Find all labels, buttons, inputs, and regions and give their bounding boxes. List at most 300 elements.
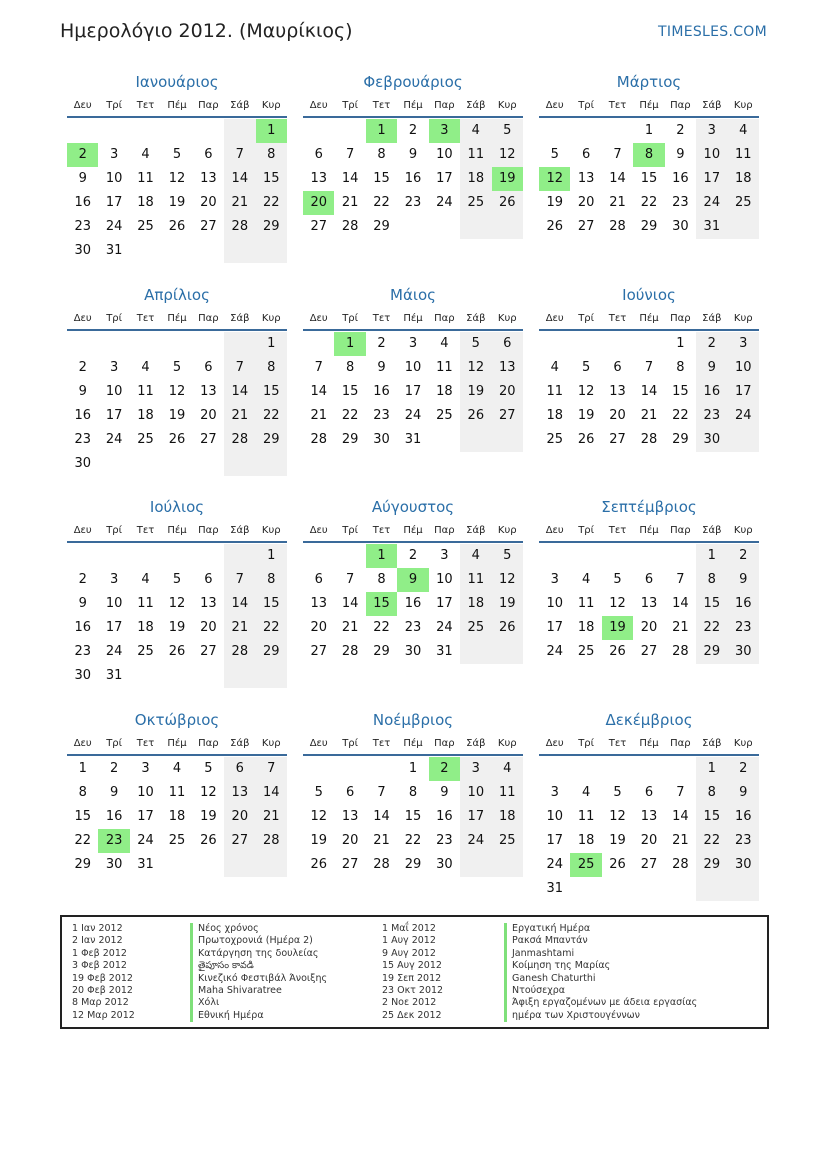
empty-cell bbox=[633, 544, 664, 568]
day-cell: 25 bbox=[460, 616, 491, 640]
day-cell: 27 bbox=[341, 857, 359, 872]
day-cell: 26 bbox=[168, 432, 186, 447]
day-cell: 5 bbox=[172, 360, 182, 375]
weekday-label: Δευ bbox=[309, 99, 328, 111]
day-cell: 9 bbox=[78, 171, 87, 186]
empty-cell bbox=[633, 877, 664, 901]
weekday-label: Δευ bbox=[73, 99, 92, 111]
weekday-label: Παρ bbox=[670, 524, 691, 536]
holiday-date: 20 Φεβ 2012 bbox=[72, 985, 133, 997]
day-cell: 28 bbox=[224, 640, 255, 664]
weekday-label: Σάβ bbox=[466, 737, 486, 749]
day-cell: 31 bbox=[105, 243, 123, 258]
day-cell: 21 bbox=[341, 195, 359, 210]
empty-cell bbox=[460, 428, 491, 452]
day-cell: 19 bbox=[460, 380, 491, 404]
day-grid bbox=[303, 331, 523, 452]
day-grid bbox=[67, 543, 287, 688]
day-cell: 9 bbox=[78, 596, 87, 611]
day-cell: 29 bbox=[672, 432, 689, 447]
day-cell: 12 bbox=[492, 143, 523, 167]
day-cell: 9 bbox=[78, 384, 87, 399]
day-cell: 30 bbox=[105, 857, 123, 872]
day-grid bbox=[303, 118, 523, 239]
day-cell: 1 bbox=[256, 544, 287, 568]
day-grid bbox=[303, 543, 523, 664]
day-cell: 25 bbox=[570, 853, 601, 877]
day-cell: 20 bbox=[640, 833, 658, 848]
month-block bbox=[303, 495, 523, 664]
day-cell: 26 bbox=[492, 616, 523, 640]
day-cell: 7 bbox=[345, 572, 355, 587]
day-cell: 14 bbox=[224, 167, 255, 191]
weekday-label: Σάβ bbox=[702, 737, 722, 749]
weekday-label: Τρί bbox=[578, 312, 595, 324]
empty-cell bbox=[665, 757, 696, 781]
weekday-label: Πέμ bbox=[403, 312, 423, 324]
weekday-header bbox=[67, 519, 287, 543]
day-cell: 24 bbox=[105, 219, 123, 234]
day-cell: 17 bbox=[436, 596, 453, 611]
empty-cell bbox=[193, 332, 224, 356]
empty-cell bbox=[397, 215, 428, 239]
day-cell: 29 bbox=[256, 428, 287, 452]
day-cell: 26 bbox=[546, 219, 563, 234]
weekday-label: Τρί bbox=[342, 99, 359, 111]
day-cell: 11 bbox=[577, 596, 595, 611]
day-cell: 14 bbox=[373, 809, 390, 824]
day-cell: 12 bbox=[460, 356, 491, 380]
day-cell: 24 bbox=[460, 829, 491, 853]
empty-cell bbox=[161, 452, 192, 476]
day-cell: 13 bbox=[310, 596, 327, 611]
day-cell: 18 bbox=[460, 592, 491, 616]
day-cell: 19 bbox=[609, 833, 626, 848]
day-cell: 21 bbox=[224, 616, 255, 640]
day-cell: 13 bbox=[492, 356, 523, 380]
day-cell: 9 bbox=[728, 568, 759, 592]
day-cell: 15 bbox=[373, 171, 390, 186]
day-grid bbox=[67, 331, 287, 476]
day-cell: 14 bbox=[256, 781, 287, 805]
day-cell: 9 bbox=[676, 147, 685, 162]
day-cell: 27 bbox=[640, 644, 658, 659]
day-cell: 5 bbox=[172, 147, 182, 162]
weekday-label: Πέμ bbox=[167, 312, 187, 324]
day-cell: 21 bbox=[256, 805, 287, 829]
weekday-label: Δευ bbox=[545, 99, 564, 111]
weekday-label: Τετ bbox=[608, 737, 627, 749]
day-cell: 9 bbox=[408, 147, 418, 162]
day-cell: 18 bbox=[137, 620, 154, 635]
day-cell: 17 bbox=[105, 195, 123, 210]
empty-cell bbox=[224, 853, 255, 877]
empty-cell bbox=[334, 119, 365, 143]
day-cell: 4 bbox=[172, 761, 182, 776]
month-name: Ιούνιος bbox=[622, 286, 676, 304]
month-block bbox=[303, 708, 523, 877]
empty-cell bbox=[696, 877, 727, 901]
day-grid bbox=[539, 543, 759, 664]
weekday-header bbox=[303, 732, 523, 756]
day-cell: 8 bbox=[696, 781, 727, 805]
weekday-header bbox=[539, 732, 759, 756]
holiday-name: తైపూసం కావడి bbox=[190, 960, 327, 972]
day-cell: 5 bbox=[492, 544, 523, 568]
day-cell: 17 bbox=[105, 408, 123, 423]
holiday-name: Janmashtami bbox=[504, 948, 697, 960]
day-cell: 18 bbox=[546, 408, 563, 423]
empty-cell bbox=[665, 877, 696, 901]
day-cell: 7 bbox=[676, 785, 685, 800]
empty-cell bbox=[303, 119, 334, 143]
day-cell: 3 bbox=[696, 119, 727, 143]
day-cell: 3 bbox=[550, 785, 559, 800]
holiday-name: Άφιξη εργαζομένων με άδεια εργασίας bbox=[504, 997, 697, 1009]
weekday-label: Δευ bbox=[545, 312, 564, 324]
day-cell: 14 bbox=[341, 596, 359, 611]
empty-cell bbox=[570, 757, 601, 781]
month-block bbox=[303, 70, 523, 239]
day-cell: 8 bbox=[78, 785, 87, 800]
day-cell: 17 bbox=[436, 171, 453, 186]
day-cell: 6 bbox=[644, 785, 654, 800]
day-cell: 27 bbox=[224, 829, 255, 853]
empty-cell bbox=[98, 119, 129, 143]
empty-cell bbox=[602, 757, 633, 781]
day-cell: 12 bbox=[609, 596, 626, 611]
day-cell: 6 bbox=[204, 147, 213, 162]
holiday-date: 19 Σεπ 2012 bbox=[382, 972, 442, 984]
empty-cell bbox=[193, 664, 224, 688]
day-cell: 23 bbox=[404, 620, 422, 635]
day-cell: 2 bbox=[728, 757, 759, 781]
day-cell: 18 bbox=[577, 620, 595, 635]
day-cell: 10 bbox=[728, 356, 759, 380]
weekday-label: Παρ bbox=[198, 99, 219, 111]
weekday-label: Κυρ bbox=[261, 524, 281, 536]
holiday-date: 25 Δεκ 2012 bbox=[382, 1009, 442, 1021]
weekday-label: Τετ bbox=[136, 524, 155, 536]
day-cell: 4 bbox=[581, 785, 591, 800]
day-cell: 15 bbox=[696, 592, 727, 616]
day-cell: 31 bbox=[696, 215, 727, 239]
weekday-label: Παρ bbox=[198, 524, 219, 536]
empty-cell bbox=[728, 877, 759, 901]
weekday-label: Δευ bbox=[73, 737, 92, 749]
holiday-name: Maha Shivaratree bbox=[190, 985, 327, 997]
day-cell: 5 bbox=[460, 332, 491, 356]
month-block bbox=[67, 495, 287, 688]
month-name: Οκτώβριος bbox=[134, 711, 220, 729]
day-cell: 8 bbox=[696, 568, 727, 592]
day-cell: 13 bbox=[200, 384, 217, 399]
day-cell: 25 bbox=[168, 833, 186, 848]
day-cell: 25 bbox=[728, 191, 759, 215]
empty-cell bbox=[570, 544, 601, 568]
day-cell: 20 bbox=[200, 620, 217, 635]
day-cell: 18 bbox=[137, 195, 154, 210]
day-cell: 7 bbox=[644, 360, 654, 375]
day-cell: 22 bbox=[256, 404, 287, 428]
empty-cell bbox=[224, 664, 255, 688]
empty-cell bbox=[492, 640, 523, 664]
day-cell: 29 bbox=[696, 640, 727, 664]
empty-cell bbox=[161, 332, 192, 356]
month-block bbox=[67, 283, 287, 476]
empty-cell bbox=[492, 215, 523, 239]
day-cell: 1 bbox=[366, 119, 397, 143]
day-cell: 19 bbox=[200, 809, 217, 824]
day-cell: 4 bbox=[141, 147, 150, 162]
day-cell: 4 bbox=[460, 119, 491, 143]
weekday-label: Δευ bbox=[309, 312, 328, 324]
weekday-header bbox=[303, 94, 523, 118]
weekday-label: Τετ bbox=[372, 99, 391, 111]
day-cell: 19 bbox=[492, 592, 523, 616]
holiday-names-right bbox=[504, 923, 697, 1022]
day-cell: 21 bbox=[672, 833, 689, 848]
weekday-label: Πέμ bbox=[403, 737, 423, 749]
day-cell: 25 bbox=[492, 829, 523, 853]
weekday-label: Τετ bbox=[136, 312, 155, 324]
weekday-label: Κυρ bbox=[497, 524, 517, 536]
day-cell: 26 bbox=[492, 191, 523, 215]
empty-cell bbox=[492, 428, 523, 452]
day-cell: 26 bbox=[460, 404, 491, 428]
day-cell: 19 bbox=[168, 195, 186, 210]
empty-cell bbox=[602, 877, 633, 901]
weekday-label: Παρ bbox=[670, 99, 691, 111]
day-cell: 11 bbox=[168, 785, 186, 800]
day-cell: 28 bbox=[609, 219, 626, 234]
day-cell: 22 bbox=[640, 195, 658, 210]
day-cell: 28 bbox=[224, 215, 255, 239]
day-cell: 15 bbox=[366, 592, 397, 616]
empty-cell bbox=[67, 332, 98, 356]
day-cell: 28 bbox=[341, 219, 359, 234]
day-cell: 11 bbox=[546, 384, 563, 399]
holiday-date: 2 Ιαν 2012 bbox=[72, 935, 123, 947]
day-cell: 31 bbox=[404, 432, 422, 447]
day-cell: 12 bbox=[609, 809, 626, 824]
day-cell: 9 bbox=[377, 360, 386, 375]
day-cell: 15 bbox=[256, 167, 287, 191]
day-cell: 2 bbox=[109, 761, 119, 776]
day-cell: 26 bbox=[168, 644, 186, 659]
day-cell: 10 bbox=[404, 360, 422, 375]
day-cell: 18 bbox=[460, 167, 491, 191]
day-cell: 19 bbox=[168, 408, 186, 423]
day-cell: 22 bbox=[696, 616, 727, 640]
day-cell: 29 bbox=[341, 432, 359, 447]
day-cell: 4 bbox=[550, 360, 559, 375]
day-cell: 16 bbox=[728, 592, 759, 616]
day-cell: 22 bbox=[256, 616, 287, 640]
weekday-label: Παρ bbox=[198, 312, 219, 324]
day-cell: 12 bbox=[200, 785, 217, 800]
day-cell: 12 bbox=[310, 809, 327, 824]
day-cell: 1 bbox=[256, 119, 287, 143]
day-cell: 28 bbox=[672, 857, 689, 872]
empty-cell bbox=[539, 119, 570, 143]
empty-cell bbox=[633, 757, 664, 781]
day-cell: 12 bbox=[168, 596, 186, 611]
month-name: Απρίλιος bbox=[144, 286, 210, 304]
empty-cell bbox=[570, 332, 601, 356]
day-cell: 2 bbox=[377, 336, 386, 351]
day-cell: 2 bbox=[728, 544, 759, 568]
day-cell: 6 bbox=[314, 572, 323, 587]
weekday-label: Παρ bbox=[434, 737, 455, 749]
day-cell: 13 bbox=[640, 809, 658, 824]
day-cell: 10 bbox=[460, 781, 491, 805]
day-cell: 1 bbox=[644, 123, 654, 138]
weekday-label: Τετ bbox=[136, 737, 155, 749]
day-cell: 4 bbox=[440, 336, 449, 351]
day-cell: 26 bbox=[609, 644, 626, 659]
empty-cell bbox=[161, 853, 192, 877]
day-cell: 27 bbox=[640, 857, 658, 872]
holiday-date: 1 Μαΐ 2012 bbox=[382, 923, 436, 934]
empty-cell bbox=[161, 664, 192, 688]
day-cell: 27 bbox=[200, 432, 217, 447]
day-cell: 6 bbox=[204, 572, 213, 587]
day-cell: 4 bbox=[141, 572, 150, 587]
day-cell: 12 bbox=[492, 568, 523, 592]
day-cell: 10 bbox=[436, 572, 453, 587]
day-cell: 8 bbox=[256, 568, 287, 592]
day-cell: 23 bbox=[74, 644, 91, 659]
empty-cell bbox=[256, 452, 287, 476]
weekday-label: Δευ bbox=[309, 524, 328, 536]
day-cell: 26 bbox=[310, 857, 327, 872]
day-cell: 1 bbox=[78, 761, 87, 776]
day-cell: 3 bbox=[109, 147, 119, 162]
day-cell: 17 bbox=[546, 833, 563, 848]
empty-cell bbox=[193, 544, 224, 568]
day-cell: 29 bbox=[640, 219, 658, 234]
holiday-date: 15 Αυγ 2012 bbox=[382, 960, 442, 972]
day-cell: 22 bbox=[696, 829, 727, 853]
day-cell: 31 bbox=[105, 668, 123, 683]
month-block bbox=[67, 70, 287, 263]
empty-cell bbox=[602, 332, 633, 356]
weekday-label: Τετ bbox=[372, 312, 391, 324]
day-cell: 22 bbox=[341, 408, 359, 423]
weekday-label: Σάβ bbox=[230, 737, 250, 749]
day-cell: 27 bbox=[200, 219, 217, 234]
day-cell: 20 bbox=[492, 380, 523, 404]
day-cell: 25 bbox=[137, 432, 154, 447]
month-block bbox=[539, 283, 759, 452]
day-cell: 16 bbox=[74, 408, 91, 423]
holiday-date: 2 Νοε 2012 bbox=[382, 997, 437, 1009]
empty-cell bbox=[303, 544, 334, 568]
weekday-label: Πέμ bbox=[639, 312, 659, 324]
day-cell: 23 bbox=[728, 616, 759, 640]
day-cell: 13 bbox=[224, 781, 255, 805]
weekday-header bbox=[67, 94, 287, 118]
day-cell: 25 bbox=[436, 408, 453, 423]
day-cell: 5 bbox=[172, 572, 182, 587]
day-cell: 13 bbox=[310, 171, 327, 186]
weekday-label: Κυρ bbox=[261, 99, 281, 111]
day-cell: 16 bbox=[728, 805, 759, 829]
day-cell: 26 bbox=[200, 833, 217, 848]
day-cell: 1 bbox=[696, 757, 727, 781]
day-cell: 28 bbox=[310, 432, 327, 447]
holiday-date: 1 Φεβ 2012 bbox=[72, 947, 127, 959]
day-cell: 3 bbox=[460, 757, 491, 781]
day-cell: 1 bbox=[408, 761, 418, 776]
day-cell: 27 bbox=[577, 219, 595, 234]
day-cell: 19 bbox=[577, 408, 595, 423]
weekday-header bbox=[303, 519, 523, 543]
empty-cell bbox=[460, 853, 491, 877]
day-cell: 31 bbox=[436, 644, 453, 659]
weekday-label: Σάβ bbox=[230, 524, 250, 536]
day-cell: 15 bbox=[256, 592, 287, 616]
day-cell: 22 bbox=[672, 408, 689, 423]
day-cell: 5 bbox=[204, 761, 213, 776]
month-block bbox=[539, 495, 759, 664]
empty-cell bbox=[224, 332, 255, 356]
day-cell: 15 bbox=[672, 384, 689, 399]
day-cell: 6 bbox=[492, 332, 523, 356]
day-cell: 30 bbox=[373, 432, 390, 447]
holiday-name: Κατάργηση της δουλείας bbox=[190, 948, 327, 960]
day-cell: 21 bbox=[609, 195, 626, 210]
day-cell: 21 bbox=[373, 833, 390, 848]
weekday-label: Τρί bbox=[578, 524, 595, 536]
day-cell: 20 bbox=[303, 191, 334, 215]
weekday-label: Τρί bbox=[342, 524, 359, 536]
day-grid bbox=[539, 756, 759, 901]
weekday-label: Κυρ bbox=[497, 312, 517, 324]
day-cell: 8 bbox=[256, 143, 287, 167]
empty-cell bbox=[429, 428, 460, 452]
day-cell: 29 bbox=[373, 219, 390, 234]
day-cell: 2 bbox=[67, 143, 98, 167]
month-name: Αύγουστος bbox=[371, 498, 455, 516]
day-cell: 9 bbox=[440, 785, 449, 800]
day-cell: 24 bbox=[436, 620, 453, 635]
day-cell: 5 bbox=[314, 785, 323, 800]
day-cell: 12 bbox=[577, 384, 595, 399]
day-cell: 16 bbox=[404, 596, 422, 611]
day-cell: 16 bbox=[436, 809, 453, 824]
empty-cell bbox=[193, 853, 224, 877]
month-block bbox=[539, 70, 759, 239]
day-cell: 11 bbox=[137, 384, 154, 399]
holiday-name: Χόλι bbox=[190, 997, 327, 1009]
weekday-label: Τετ bbox=[136, 99, 155, 111]
day-cell: 7 bbox=[224, 143, 255, 167]
empty-cell bbox=[334, 544, 365, 568]
day-cell: 25 bbox=[460, 191, 491, 215]
empty-cell bbox=[130, 332, 161, 356]
day-cell: 18 bbox=[577, 833, 595, 848]
day-cell: 10 bbox=[436, 147, 453, 162]
month-name: Ιανουάριος bbox=[135, 73, 219, 91]
holiday-date: 12 Μαρ 2012 bbox=[72, 1009, 135, 1021]
weekday-header bbox=[539, 519, 759, 543]
site-link[interactable]: TIMESLES.COM bbox=[658, 24, 767, 40]
day-cell: 1 bbox=[334, 332, 365, 356]
day-cell: 22 bbox=[404, 833, 422, 848]
day-cell: 15 bbox=[341, 384, 359, 399]
